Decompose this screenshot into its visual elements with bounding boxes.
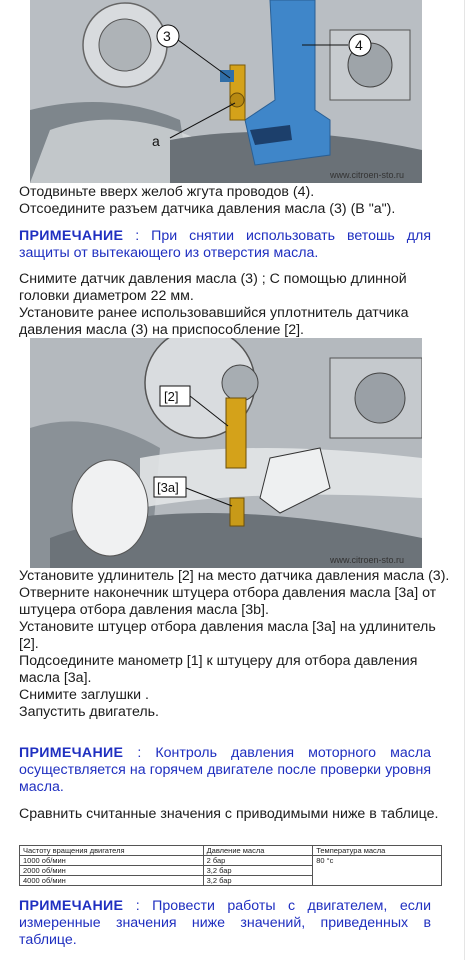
table-cell: 3,2 бар	[203, 876, 313, 886]
note-2-label: ПРИМЕЧАНИЕ	[19, 745, 124, 761]
note-2: ПРИМЕЧАНИЕ : Контроль давления моторного масла осуществляется на горячем двигателе после проверки уровня масла.	[19, 745, 431, 795]
note-2-text: Контроль давления моторного масла осуществляется на горячем двигателе после проверки уровня масла.	[19, 745, 431, 795]
table-cell: 3,2 бар	[203, 866, 313, 876]
table-header-rpm: Частоту вращения двигателя	[20, 846, 204, 856]
callout-a-label: a	[152, 133, 160, 149]
step3-line-5: Снимите заглушки .	[19, 687, 149, 703]
step3-line-6: Запустить двигатель.	[19, 704, 159, 720]
note-1-label: ПРИМЕЧАНИЕ	[19, 228, 124, 244]
extension-2-shape	[226, 398, 246, 468]
callout-3a-label: [3a]	[157, 480, 179, 495]
step3-line-3: Установите штуцер отбора давления масла [3a] на удлинитель [2].	[19, 619, 436, 652]
step1-line-1: Отодвиньте вверх желоб жгута проводов (4).	[19, 184, 315, 200]
note-3-label: ПРИМЕЧАНИЕ	[19, 898, 124, 914]
watermark-2: www.citroen-sto.ru	[330, 555, 405, 565]
note-1-text: При снятии использовать ветошь для защиты от вытекающего из отверстия масла.	[19, 228, 431, 261]
note-3-text: Провести работы с двигателем, если измеренные значения ниже значений, приведенных в таблице.	[19, 898, 432, 948]
step2-text	[19, 271, 459, 339]
table-row	[20, 856, 442, 866]
table-cell-temperature: 80 °с	[313, 856, 442, 886]
page-edge-line	[464, 0, 465, 960]
step4-text	[19, 806, 459, 823]
step3-line-2: Отверните наконечник штуцера отбора давления масла [3a] от штуцера отбора давления масла [3b].	[19, 585, 437, 618]
step2-line-2: Установите ранее использовавшийся уплотнитель датчика давления масла (3) на приспособление [2].	[19, 305, 409, 338]
table-header-pressure: Давление масла	[203, 846, 313, 856]
callout-3-label: 3	[163, 28, 171, 44]
engine-figure-2	[30, 338, 422, 568]
table-cell: 2 бар	[203, 856, 313, 866]
table-header-row	[20, 846, 442, 856]
note-3: ПРИМЕЧАНИЕ : Провести работы с двигателем, если измеренные значения ниже значений, приведенных в таблице.	[19, 898, 432, 948]
table-cell: 4000 об/мин	[20, 876, 204, 886]
fitting-3a-shape	[230, 498, 244, 526]
table-cell: 1000 об/мин	[20, 856, 204, 866]
step3-text	[19, 568, 459, 721]
step2-line-1: Снимите датчик давления масла (3) ; С помощью длинной головки диаметром 22 мм.	[19, 271, 407, 304]
callout-4-label: 4	[355, 37, 363, 53]
step1-line-2: Отсоедините разъем датчика давления масла (3) (В "а").	[19, 201, 396, 217]
table-cell: 2000 об/мин	[20, 866, 204, 876]
step3-line-1: Установите удлинитель [2] на место датчика давления масла (3).	[19, 568, 450, 584]
table-header-temperature: Температура масла	[313, 846, 442, 856]
step4-line: Сравнить считанные значения с приводимыми ниже в таблице.	[19, 806, 439, 822]
note-1: ПРИМЕЧАНИЕ : При снятии использовать ветошь для защиты от вытекающего из отверстия масла.	[19, 228, 431, 261]
callout-2-label: [2]	[164, 389, 179, 404]
oil-pressure-table	[19, 845, 442, 886]
step1-text	[19, 184, 459, 218]
watermark-1: www.citroen-sto.ru	[330, 170, 405, 180]
step3-line-4: Подсоедините манометр [1] к штуцеру для отбора давления масла [3a].	[19, 653, 418, 686]
engine-figure-1	[30, 0, 422, 183]
